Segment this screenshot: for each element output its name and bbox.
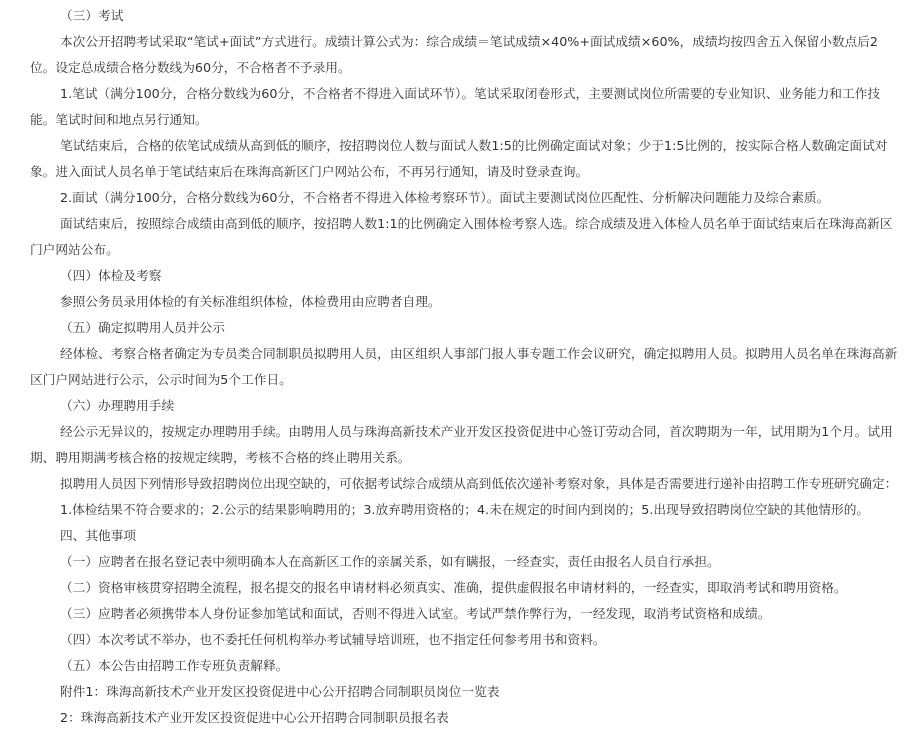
paragraph-exam-formula: 本次公开招聘考试采取“笔试+面试”方式进行。成绩计算公式为：综合成绩＝笔试成绩×40%+面试成绩×60%，成绩均按四舍五入保留小数点后2位。设定总成绩合格分数线为60分，不合格者不予录用。 (30, 34, 878, 75)
paragraph-interview: 2.面试（满分100分，合格分数线为60分，不合格者不得进入体检考察环节）。面试主要测试岗位匹配性、分析解决问题能力及综合素质。 (60, 190, 830, 205)
list-item-other-3: （三）应聘者必须携带本人身份证参加笔试和面试，否则不得进入试室。考试严禁作弊行为，一经发现，取消考试资格和成绩。 (60, 606, 771, 621)
section-heading-publicity: （五）确定拟聘用人员并公示 (60, 320, 225, 335)
paragraph-vacancy: 拟聘用人员因下列情形导致招聘岗位出现空缺的，可依据考试综合成绩从高到低依次递补考察对象，具体是否需要进行递补由招聘工作专班研究确定： (60, 476, 898, 491)
paragraph-employment: 经公示无异议的，按规定办理聘用手续。由聘用人员与珠海高新技术产业开发区投资促进中心签订劳动合同，首次聘期为一年，试用期为1个月。试用期、聘用期满考核合格的按规定续聘，考核不合格的终止聘用关系。 (30, 424, 893, 465)
list-item-other-4: （四）本次考试不举办，也不委托任何机构举办考试辅导培训班，也不指定任何参考用书和资料。 (60, 632, 606, 647)
paragraph-medical: 参照公务员录用体检的有关标准组织体检，体检费用由应聘者自理。 (60, 294, 441, 309)
section-heading-employment: （六）办理聘用手续 (60, 398, 175, 413)
list-item-other-5: （五）本公告由招聘工作专班负责解释。 (60, 658, 289, 673)
paragraph-publicity: 经体检、考察合格者确定为专员类合同制职员拟聘用人员，由区组织人事部门报人事专题工作会议研究，确定拟聘用人员。拟聘用人员名单在珠海高新区门户网站进行公示，公示时间为5个工作日。 (30, 346, 898, 387)
attachment-1: 附件1：珠海高新技术产业开发区投资促进中心公开招聘合同制职员岗位一览表 (60, 684, 500, 699)
list-item-other-2: （二）资格审核贯穿招聘全流程，报名提交的报名申请材料必须真实、准确，提供虚假报名申请材料的，一经查实，即取消考试和聘用资格。 (60, 580, 847, 595)
section-heading-other: 四、其他事项 (60, 528, 137, 543)
section-heading-medical: （四）体检及考察 (60, 268, 162, 283)
paragraph-written-test: 1.笔试（满分100分，合格分数线为60分，不合格者不得进入面试环节）。笔试采取闭卷形式，主要测试岗位所需要的专业知识、业务能力和工作技能。笔试时间和地点另行通知。 (30, 86, 881, 127)
attachment-2: 2：珠海高新技术产业开发区投资促进中心公开招聘合同制职员报名表 (60, 710, 449, 725)
section-heading-exam: （三）考试 (60, 8, 124, 23)
paragraph-after-written-test: 笔试结束后，合格的依笔试成绩从高到低的顺序，按招聘岗位人数与面试人数1:5的比例确定面试对象；少于1:5比例的，按实际合格人数确定面试对象。进入面试人员名单于笔试结束后在珠海高新区门户网站公布，不再另行通知，请及时登录查询。 (30, 138, 888, 179)
list-item-vacancy-cases: 1.体检结果不符合要求的；2.公示的结果影响聘用的；3.放弃聘用资格的；4.未在规定的时间内到岗的；5.出现导致招聘岗位空缺的其他情形的。 (60, 502, 870, 517)
paragraph-after-interview: 面试结束后，按照综合成绩由高到低的顺序，按招聘人数1:1的比例确定入围体检考察人选。综合成绩及进入体检人员名单于面试结束后在珠海高新区门户网站公布。 (30, 216, 893, 257)
list-item-other-1: （一）应聘者在报名登记表中须明确本人在高新区工作的亲属关系，如有瞒报，一经查实，责任由报名人员自行承担。 (60, 554, 720, 569)
